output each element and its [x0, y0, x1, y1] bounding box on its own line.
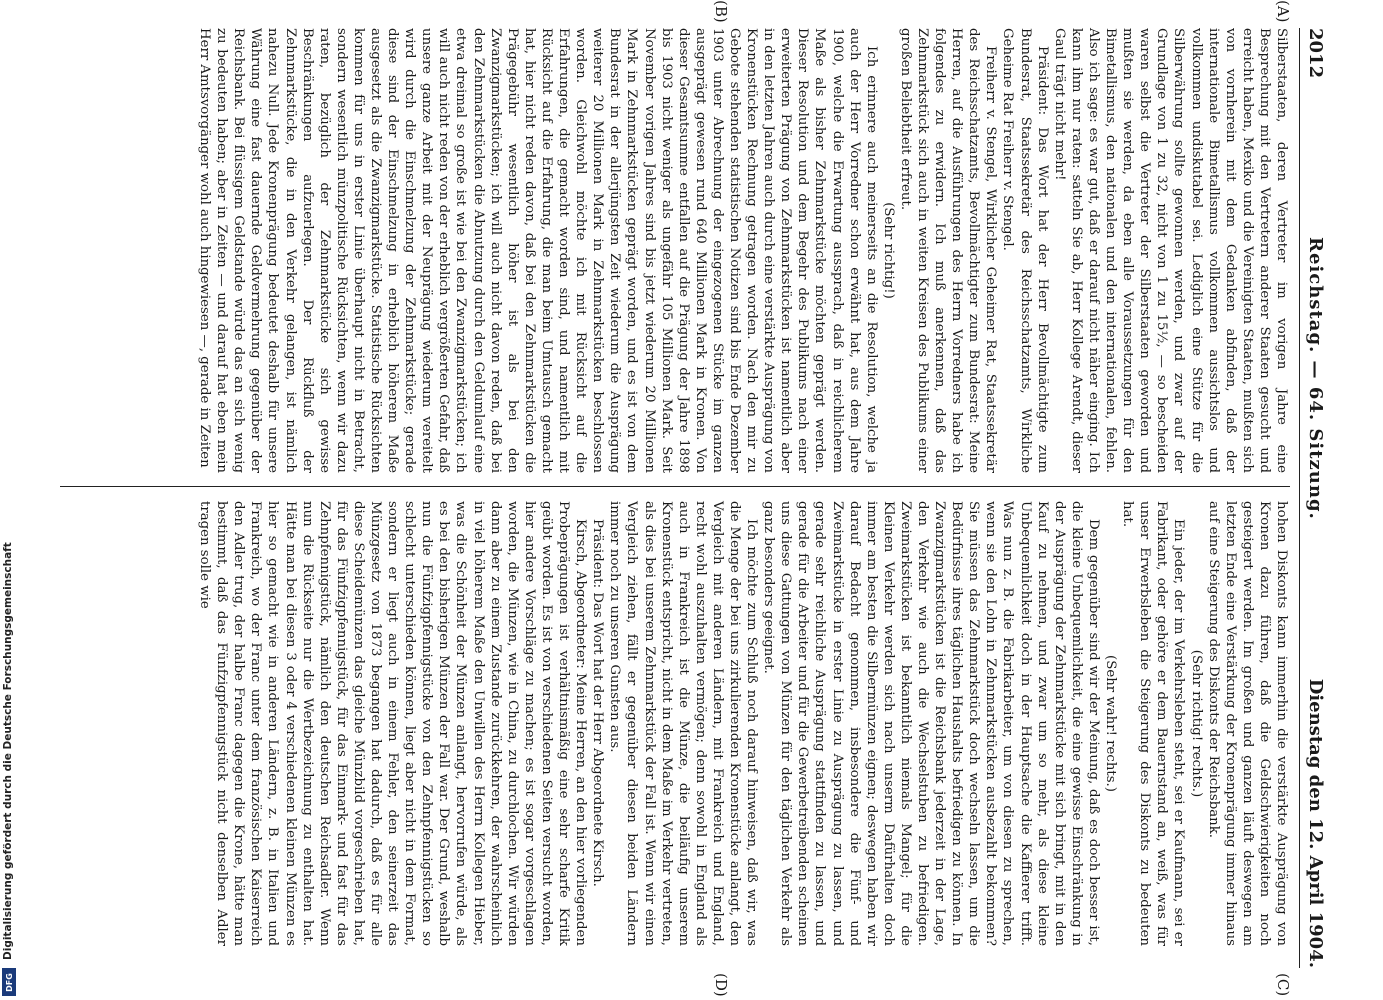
marker-d: (D)	[712, 973, 730, 997]
marker-a: (A)	[1274, 0, 1292, 23]
paragraph: Kirsch, Abgeordneter: Meine Herren, an den hier vorliegenden Probeprägungen ist verhältnismäßig eine sehr scharfe Kritik geübt worden. Es ist von verschiedenen Seiten versucht worden, hier andere Vorschläge zu machen; es ist sogar vorgeschlagen worden, die Münzen, wie in China, zu durchlochen. Wir würden dann aber zu einem Zustande zurückkehren, der wahrscheinlich in viel höherem Maße den Unwillen des Herrn Kollegen Hieber, was die Schönheit der Münzen anlangt, hervorrufen würde, als es bei den bisherigen Münzen der Fall war. Der Grund, weshalb nun die Fünfzigpfennigstücke von den Zehnpfennigstücken so schlecht unterschieden können, liegt aber nicht in dem Format, sondern er liegt auch in einem Fehler, den seinerzeit das Münzgesetz von 1873 begangen hat dadurch, daß es für alle diese Scheidemünzen das gleiche Münzbild vorgeschrieben hat, für das Fünfzigpfennigstück, für das Einmark- und fast für das Zehnpfennigstück, nämlich den deutschen Reichsadler. Wenn nun die Rückseite nur die Wertbezeichnung zu enthalten hat. Hätte man bei diesen 3 oder 4 verschiedenen kleinen Münzen es hier so gemacht wie in anderen Ländern, z. B. in Italien und Frankreich, wo der Franc unter dem französischen Kaiserreich den Adler trug, der halbe Franc dagegen die Krone, hätte man bestimmt, daß das Fünfzigpfennigstück nicht denselben Adler tragen solle wie	[197, 501, 589, 946]
paragraph: Silberstaaten, deren Vertreter im vorigen Jahre eine Besprechung mit den Vertretern anderer Staaten gesucht und erreicht haben, Mexiko und die Vereinigten Staaten, mußten sich von vornherein mit dem Gedanken abfinden, daß der internationale Bimetallismus vollkommen aussichtslos und vollkommen undiskutabel sei. Lediglich eine Stütze für die Silberwährung sollte gewonnen werden, und zwar auf der Grundlage von 1 zu 32, nicht von 1 zu 15½, — so bescheiden waren selbst die Vertreter der Silberstaaten geworden und mußten sie werden, da eben alle Voraussetzungen für den Bimetallismus, den nationalen und den internationalen, fehlen. Also ich sage: es war gut, daß er darauf nicht näher einging. Ich kann ihm nur raten: satteln Sie ab, Herr Kollege Arendt, dieser Gaul trägt nicht mehr!	[1051, 28, 1289, 473]
left-column	[196, 28, 1290, 473]
interjection: (Sehr wahr! rechts.)	[1103, 655, 1119, 792]
marker-c: (C)	[1274, 973, 1292, 997]
dfg-logo	[2, 968, 16, 996]
page-number: 2012	[1305, 28, 1327, 79]
paragraph: Dem gegenüber sind wir der Meinung, daß es doch besser ist, die kleine Unbequemlichkeit, die eine gewisse Einschränkung in der Ausprägung der Zehnmarkstücke mit sich bringt, mit in den Kauf zu nehmen, und zwar um so mehr, als diese kleine Unbequemlichkeit doch in der Hauptsache die Kaffierer trifft. Was nun z. B. die Fabrikarbeiter, um von diesen zu sprechen, wenn sie den Lohn in Zehnmarkstücken ausbezahlt bekommen? Sie müssen das Zehnmarkstück doch wechseln lassen, um die Bedürfnisse ihres täglichen Haushalts befriedigen zu können. In Zwanzigmarkstücken ist die Reichsbank jederzeit in der Lage, den Verkehr wie auch die Wechselstuben zu befriedigen. Zweimarkstücken ist bekanntlich niemals Mangel; für die Kleinen Verkehr werden sich nach unserm Dafürhalten doch immer am besten die Silbermünzen eignen; deswegen haben wir darauf Bedacht genommen, insbesondere die Fünf- und Zweimarkstücke in erster Linie zu Ausprägung zu lassen, und gerade sehr reichliche Ausprägung stattfinden zu lassen, und gerade für die Arbeiter und für die Gewerbetreibenden scheinen uns diese Gattungen von Münzen für den täglichen Verkehr als ganz besonders geeignet.	[761, 501, 1101, 946]
paragraph: Präsident: Das Wort hat der Herr Abgeordnete Kirsch.	[590, 519, 606, 887]
marker-b: (B)	[712, 0, 730, 23]
paragraph: Ich erinnere auch meinerseits an die Resolution, welche ja auch der Herr Vorredner schon erwähnt hat, aus dem Jahre 1900, welche die Erwartung aussprach, daß in reichlicherem Maße als bisher Zehnmarkstücke möchten geprägt werden. Dieser Resolution und dem Begehr des Publikums nach einer erweiterten Prägung von Zehnmarkstücken ist namentlich aber in den letzten Jahren auch durch eine verstärkte Ausprägung von Kronenstücken Rechnung getragen worden. Nach den mir zu Gebote stehenden statistischen Notizen sind bis Ende Dezember 1903 unter Abrechnung der eingezogenen Stücke im ganzen ausgeprägt gewesen rund 640 Millionen Mark in Kronen. Von dieser Gesamtsumme entfallen auf die Prägung der Jahre 1898 bis 1903 nicht weniger als ungefähr 105 Millionen Mark. Seit November vorigen Jahres sind bis jetzt wiederum 20 Millionen Mark in Zehnmarkstücken geprägt worden, und es ist von dem Bundesrat in der allerjüngsten Zeit wiederum die Ausprägung weiterer 20 Millionen Mark in Zehnmarkstücken beschlossen worden. Gleichwohl möchte ich mit Rücksicht auf die Erfahrungen, die gemacht worden sind, und namentlich mit Rücksicht auf die Erfahrung, die man beim Umtausch gemacht hat, hier nicht reden davon, daß bei den Zehnmarkstücken die Prägegebühr wesentlich höher ist als bei den Zwanzigmarkstücken; ich will auch nicht davon reden, daß bei den Zehnmarkstücken die Abnutzung durch den Geldumlauf eine etwa dreimal so große ist wie bei den Zwanzigmarkstücken; ich will auch nicht reden von der erheblich vergrößerten Gefahr, daß unsere ganze Arbeit mit der Neuprägung wiederum vereitelt wird durch die Einschmelzung der Zehnmarkstücke; gerade diese sind der Einschmelzung in erheblich höherem Maße ausgesetzt als die Zwanzigmarkstücke. Statistische Rücksichten kommen für uns in erster Linie überhaupt nicht in Betracht, sondern wesentlich münzpolitische Rücksichten, wenn wir dazu raten, bezüglich der Zehnmarkstücke sich gewisse Beschränkungen aufzuerlegen. Der Rückfluß der Zehnmarkstücke, die in den Verkehr gelangen, ist nämlich nahezu Null. Jede Kronenprägung bedeutet deshalb für unsere Währung eine fast dauernde Geldvermehrung gegenüber der Reichsbank. Bei flüssigem Geldstande würde das an sich wenig zu bedeuten haben; aber in Zeiten — und darauf hat eben mein Herr Amtsvorgänger wohl auch hingewiesen —, gerade in Zeiten	[197, 28, 879, 473]
paragraph: Ich möchte zum Schluß noch darauf hinweisen, daß wir, was die Menge der bei uns zirkulierenden Kronenstücke anlangt, den Vergleich mit anderen Ländern, mit Frankreich und England, recht wohl auszuhalten vermögen; denn sowohl in England als auch in Frankreich ist die Münze, die beiläufig unserem Kronenstück entspricht, nicht in dem Maße im Verkehr vertreten, als dies bei unserem Zehnmarkstück der Fall ist. Wenn wir einen Vergleich ziehen, fällt er gegenüber diesen beiden Ländern immer noch zu unseren Gunsten aus.	[607, 501, 760, 946]
dfg-logo-text: DFG	[4, 972, 14, 992]
header-rule	[1299, 28, 1300, 968]
header-title: Reichstag. — 64. Sitzung.	[1305, 237, 1327, 520]
paragraph: Präsident: Das Wort hat der Herr Bevollmächtigte zum Bundesrat, Staatssekretär des Reichsschatzamts, Wirkliche Geheime Rat Freiherr v. Stengel.	[1000, 28, 1050, 473]
credit-text: Digitalisierung gefördert durch die Deutsche Forschungsgemeinschaft	[2, 542, 14, 960]
right-column	[196, 501, 1290, 946]
page-header	[1302, 28, 1330, 968]
interjection: (Sehr richtig! rechts.)	[1188, 649, 1204, 798]
interjection: (Sehr richtig!)	[880, 202, 896, 299]
column-divider	[60, 486, 1290, 487]
header-date: Dienstag den 12. April 1904.	[1305, 678, 1327, 968]
rotated-scan-page	[60, 0, 1330, 997]
paragraph: hohen Diskonts kann immerhin die verstärkte Ausprägung von Kronen dazu führen, daß die Geldschwierigkeiten noch gesteigert werden. Im großen und ganzen läuft deswegen am letzten Ende eine Verstärkung der Kronenprägung immer hinaus auf eine Steigerung des Diskonts der Reichsbank.	[1205, 501, 1289, 946]
paragraph: Ein jeder, der im Verkehrsleben steht, sei er Kaufmann, sei er Fabrikant, oder gehöre er dem Bauernstand an, weiß, was für unser Erwerbsleben die Steigerung des Diskonts zu bedeuten hat.	[1120, 501, 1187, 946]
paragraph: Freiherr v. Stengel, Wirklicher Geheimer Rat, Staatssekretär des Reichsschatzamts, Bevollmächtigter zum Bundesrat: Meine Herren, auf die Ausführungen des Herrn Vorredners habe ich folgendes zu erwidern. Ich muß anerkennen, daß das Zehnmarkstück sich auch in weiten Kreisen des Publikums einer großen Beliebtheit erfreut.	[897, 28, 999, 473]
